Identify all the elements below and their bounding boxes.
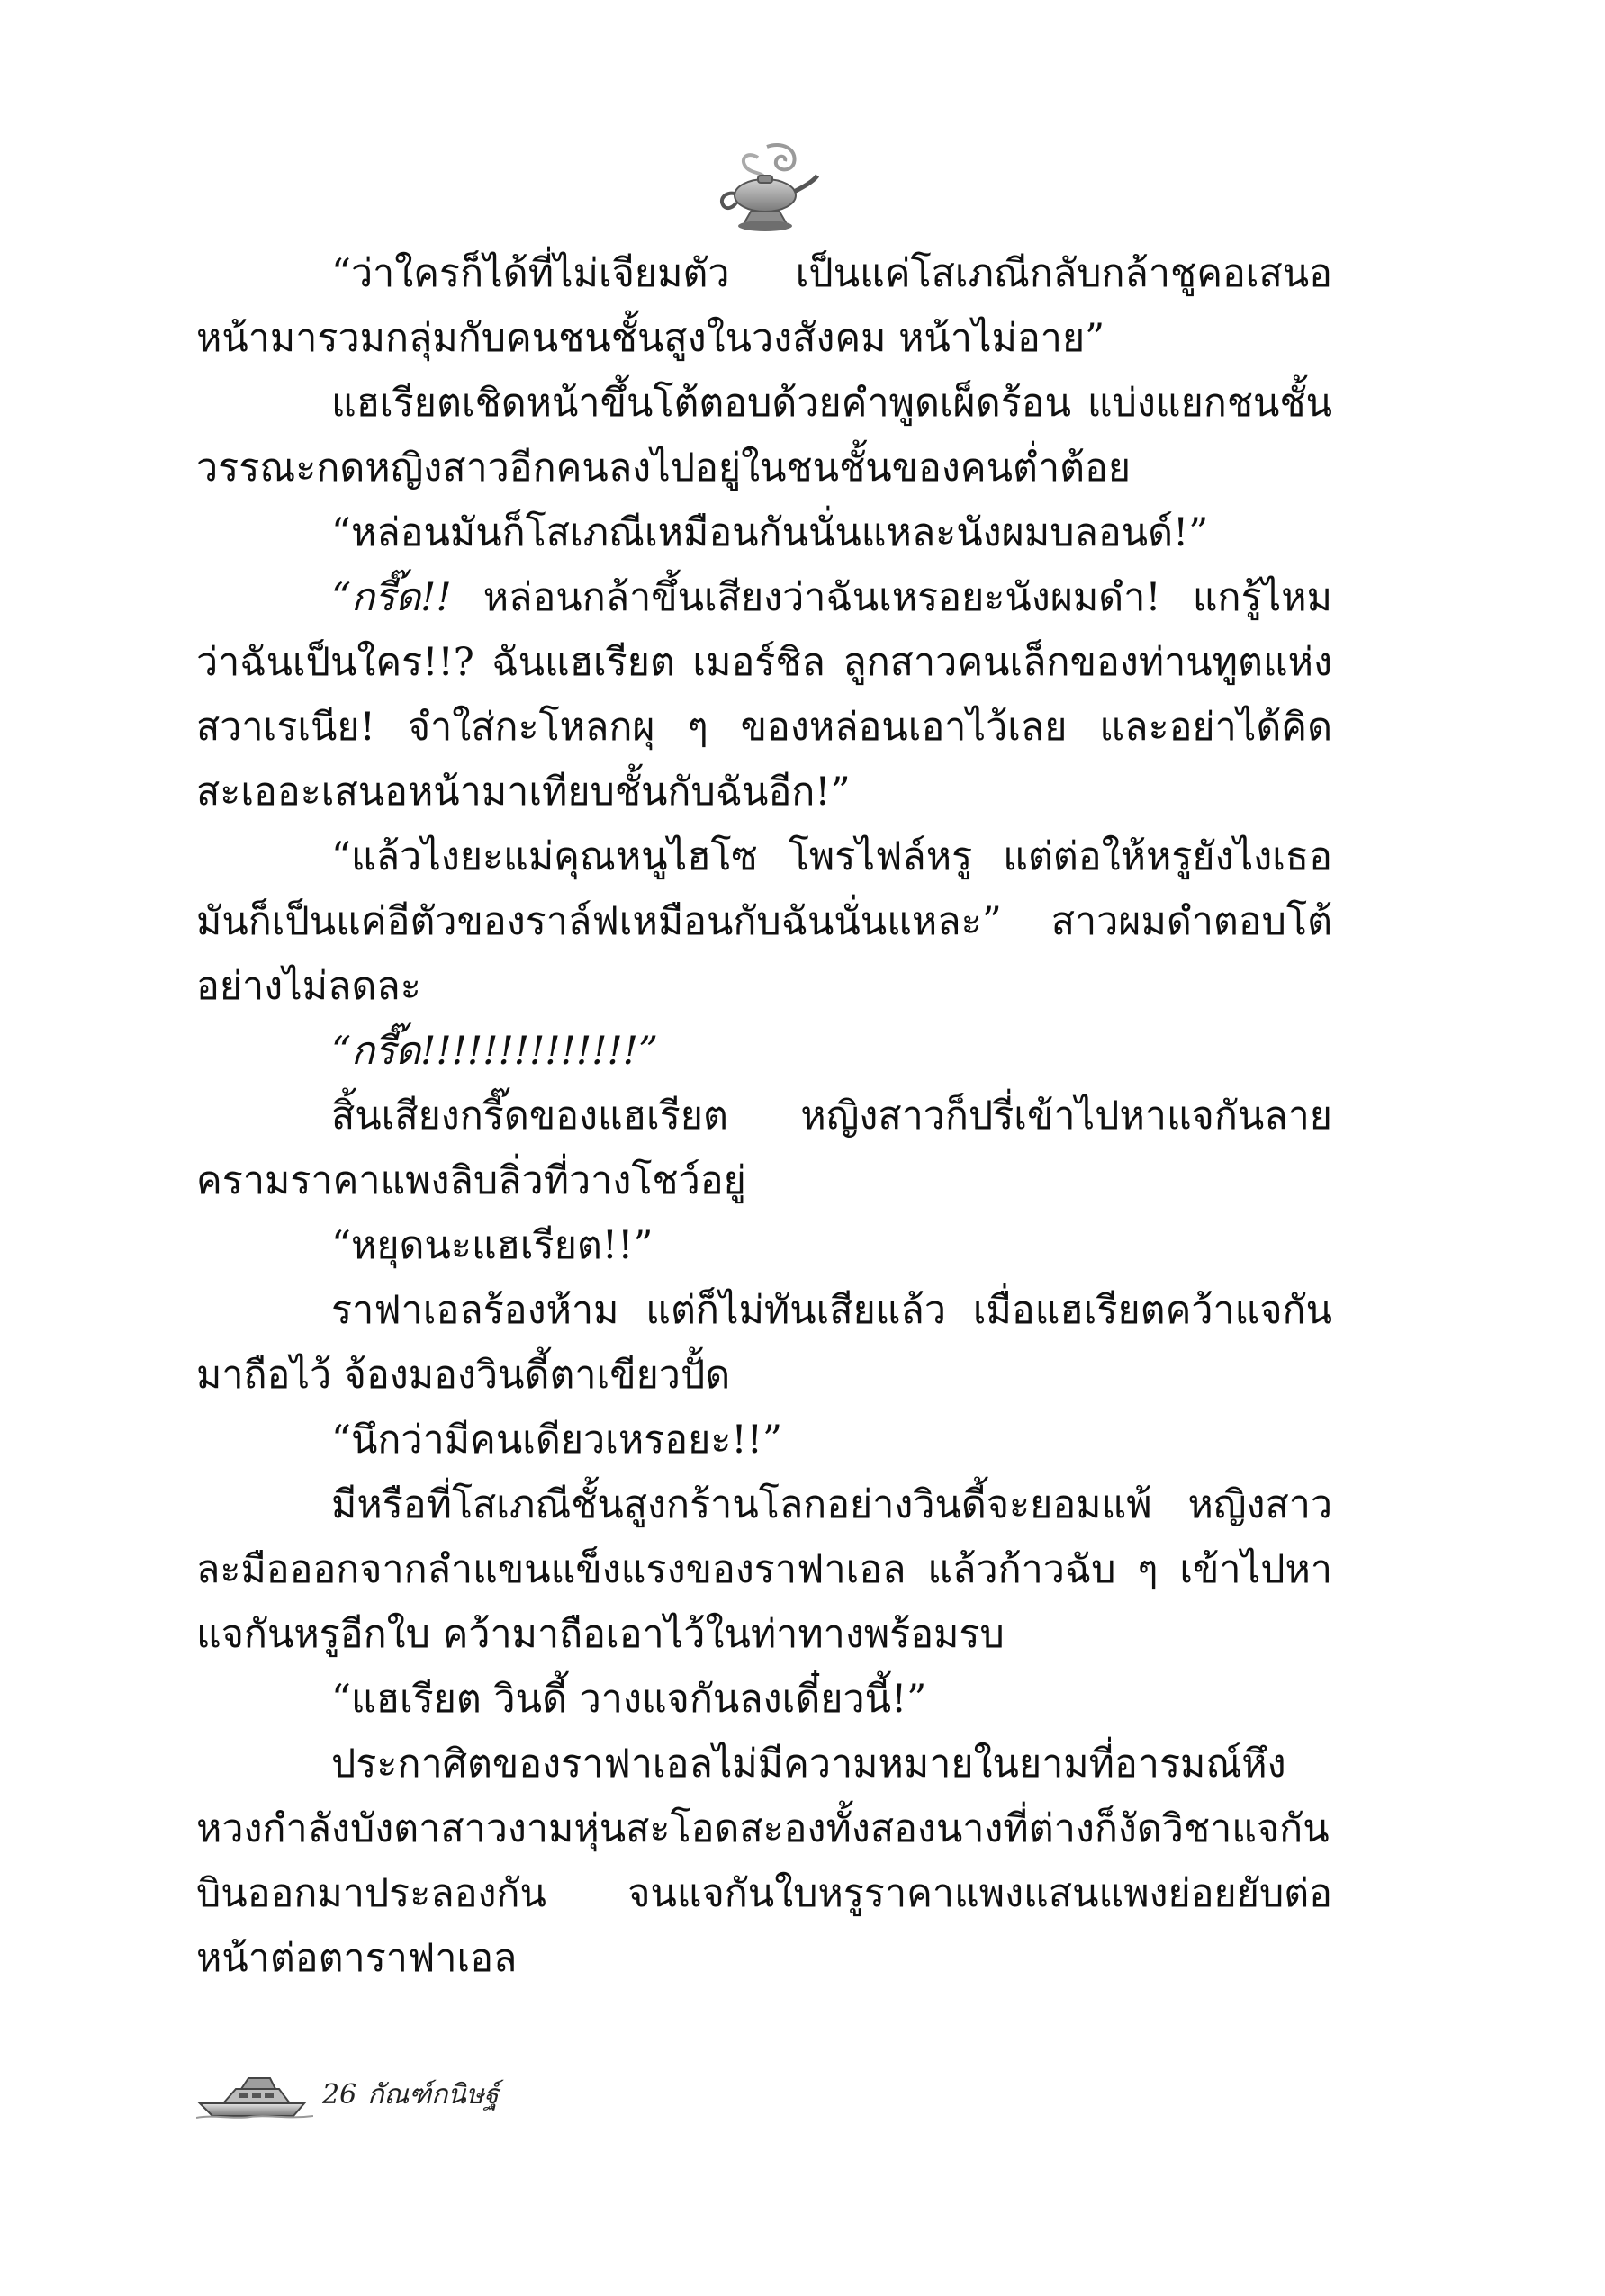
genie-lamp-icon	[711, 140, 819, 239]
page-footer	[196, 2063, 499, 2126]
paragraph: มีหรือที่โสเภณีชั้นสูงกร้านโลกอย่างวินดี้จะยอมแพ้ หญิงสาวละมือออกจากลำแขนแข็งแรงของราฟาเอล แล้วก้าวฉับ ๆ เข้าไปหาแจกันหรูอีกใบ คว้ามาถือเอาไว้ในท่าทางพร้อมรบ	[196, 1482, 1332, 1657]
paragraph	[196, 1019, 1332, 1084]
footer-label	[322, 2074, 499, 2116]
paragraph: ประกาศิตของราฟาเอลไม่มีความหมายในยามที่อารมณ์หึงหวงกำลังบังตาสาวงามหุ่นสะโอดสะองทั้งสองนางที่ต่างก็งัดวิชาแจกันบินออกมาประลองกัน จนแจกันใบหรูราคาแพงแสนแพงย่อยยับต่อหน้าต่อตาราฟาเอล	[196, 1742, 1332, 1981]
italic-scream: “กรี๊ด!!!!!!!!!!!!!!”	[331, 1029, 658, 1074]
paragraph: แฮเรียตเชิดหน้าขึ้นโต้ตอบด้วยคำพูดเผ็ดร้อน แบ่งแยกชนชั้นวรรณะกดหญิงสาวอีกคนลงไปอยู่ในชนชั้นของคนต่ำต้อย	[196, 381, 1332, 491]
paragraph: “หล่อนมันก็โสเภณีเหมือนกันนั่นแหละนังผมบลอนด์!”	[331, 510, 1209, 555]
paragraph: “แล้วไงยะแม่คุณหนูไฮโซ โพรไฟล์หรู แต่ต่อให้หรูยังไงเธอมันก็เป็นแค่อีตัวของราล์ฟเหมือนกับฉันนั่นแหละ” สาวผมดำตอบโต้อย่างไม่ลดละ	[196, 834, 1332, 1009]
paragraph: “แฮเรียต วินดี้ วางแจกันลงเดี๋ยวนี้!”	[331, 1677, 927, 1722]
paragraph: “นึกว่ามีคนเดียวเหรอยะ!!”	[331, 1418, 782, 1463]
paragraph: “กรี๊ด!! หล่อนกล้าขึ้นเสียงว่าฉันเหรอยะนังผมดำ! แกรู้ไหมว่าฉันเป็นใคร!!? ฉันแฮเรียต เมอร์ชิล ลูกสาวคนเล็กของท่านทูตแห่งสวาเรเนีย! จำใส่กะโหลกผุ ๆ ของหล่อนเอาไว้เลย และอย่าได้คิดสะเออะเสนอหน้ามาเทียบชั้นกับฉันอีก!”	[196, 575, 1332, 815]
yacht-icon	[196, 2067, 313, 2121]
body-text	[196, 241, 1332, 1991]
paragraph: “หยุดนะแฮเรียต!!”	[331, 1223, 654, 1268]
paragraph: “ว่าใครก็ได้ที่ไม่เจียมตัว เป็นแค่โสเภณีกลับกล้าชูคอเสนอหน้ามารวมกลุ่มกับคนชนชั้นสูงในวงสังคม หน้าไม่อาย”	[196, 251, 1332, 361]
paragraph: ราฟาเอลร้องห้าม แต่ก็ไม่ทันเสียแล้ว เมื่อแฮเรียตคว้าแจกันมาถือไว้ จ้องมองวินดี้ตาเขียวปั้ด	[196, 1288, 1332, 1398]
author-name: กัณฑ์กนิษฐ์	[367, 2078, 500, 2111]
page-number: 26	[322, 2078, 357, 2111]
paragraph: สิ้นเสียงกรี๊ดของแฮเรียต หญิงสาวก็ปรี่เข้าไปหาแจกันลายครามราคาแพงลิบลิ่วที่วางโชว์อยู่	[196, 1094, 1332, 1203]
italic-exclamation: “กรี๊ด!!	[331, 575, 452, 620]
